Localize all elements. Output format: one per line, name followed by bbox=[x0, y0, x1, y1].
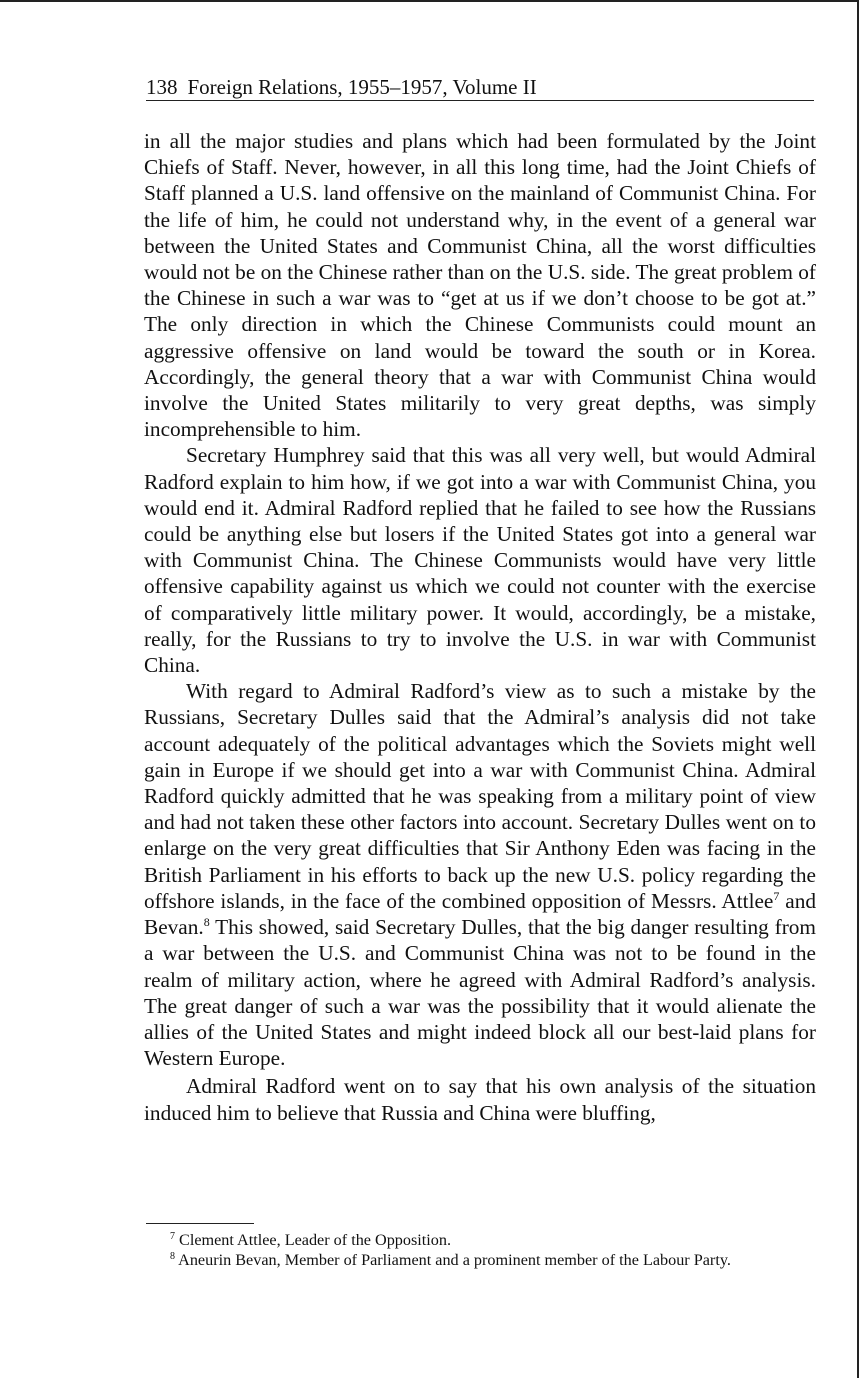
footnote-text: Aneurin Bevan, Member of Parliament and a prominent member of the Labour Party. bbox=[175, 1251, 731, 1269]
paragraph: in all the major studies and plans which had been formulated by the Joint Chiefs of Staff. Never, however, in all this long time, had the Joint Chiefs of Staff planned a U.S. land offensive on the mainland of Communist China. For the life of him, he could not understand why, in the event of a general war between the United States and Communist China, all the worst difficulties would not be on the Chinese rather than on the U.S. side. The great problem of the Chinese in such a war was to “get at us if we don’t choose to be got at.” The only direction in which the Chinese Communists could mount an aggressive offensive on land would be toward the south or in Korea. Accordingly, the general theory that a war with Communist China would involve the United States militarily to very great depths, was simply incomprehensible to him. bbox=[144, 129, 816, 442]
footnote-text: Clement Attlee, Leader of the Opposition. bbox=[175, 1231, 452, 1249]
footnote-ref-8: 8 bbox=[203, 915, 210, 930]
paragraph: Secretary Humphrey said that this was all very well, but would Admiral Radford explain to him how, if we got into a war with Communist China, you would end it. Admiral Radford replied that he failed to see how the Russians could be anything else but losers if the United States got into a general war with Communist China. The Chinese Communists would have very little offensive capability against us which we could not counter with the exercise of comparatively little military power. It would, accordingly, be a mistake, really, for the Russians to try to involve the U.S. in war with Communist China. bbox=[144, 443, 816, 678]
page-number: 138 bbox=[146, 75, 178, 99]
footnote-ref-7: 7 bbox=[773, 888, 780, 903]
paragraph-text: With regard to Admiral Radford’s view as to such a mistake by the Russians, Secretary Dulles said that the Admiral’s analysis did not take account adequately of the political advantages which the Soviets might well gain in Europe if we should get into a war with Communist China. Admiral Radford quickly admitted that he was speaking from a military point of view and had not taken these other factors into account. Secretary Dulles went on to enlarge on the very great difficulties that Sir Anthony Eden was facing in the British Parliament in his efforts to back up the new U.S. policy regarding the offshore islands, in the face of the combined opposition of Messrs. Attlee bbox=[144, 679, 816, 913]
footnote-7 bbox=[146, 1230, 818, 1250]
footnotes bbox=[146, 1230, 818, 1270]
footnote-8 bbox=[146, 1250, 818, 1270]
paragraph: Admiral Radford went on to say that his own analysis of the situation induced him to believe that Russia and China were bluffing, bbox=[144, 1074, 816, 1125]
body-text bbox=[144, 128, 816, 1126]
footnote-mark: 8 bbox=[170, 1251, 175, 1262]
running-title: Foreign Relations, 1955–1957, Volume II bbox=[187, 75, 537, 99]
paragraph-text: and Bevan. bbox=[144, 888, 816, 940]
running-head bbox=[146, 74, 814, 101]
footnote-mark: 7 bbox=[170, 1231, 175, 1242]
paragraph bbox=[144, 678, 816, 1071]
footnote-rule bbox=[146, 1223, 254, 1224]
paragraph-text: This showed, said Secretary Dulles, that the big danger resulting from a war between the U.S. and Communist China was not to be found in the realm of military action, where he agreed with Admiral Radford’s analysis. The great danger of such a war was the possibility that it would alienate the allies of the United States and might indeed block all our best-laid plans for Western Europe. bbox=[144, 915, 816, 1071]
